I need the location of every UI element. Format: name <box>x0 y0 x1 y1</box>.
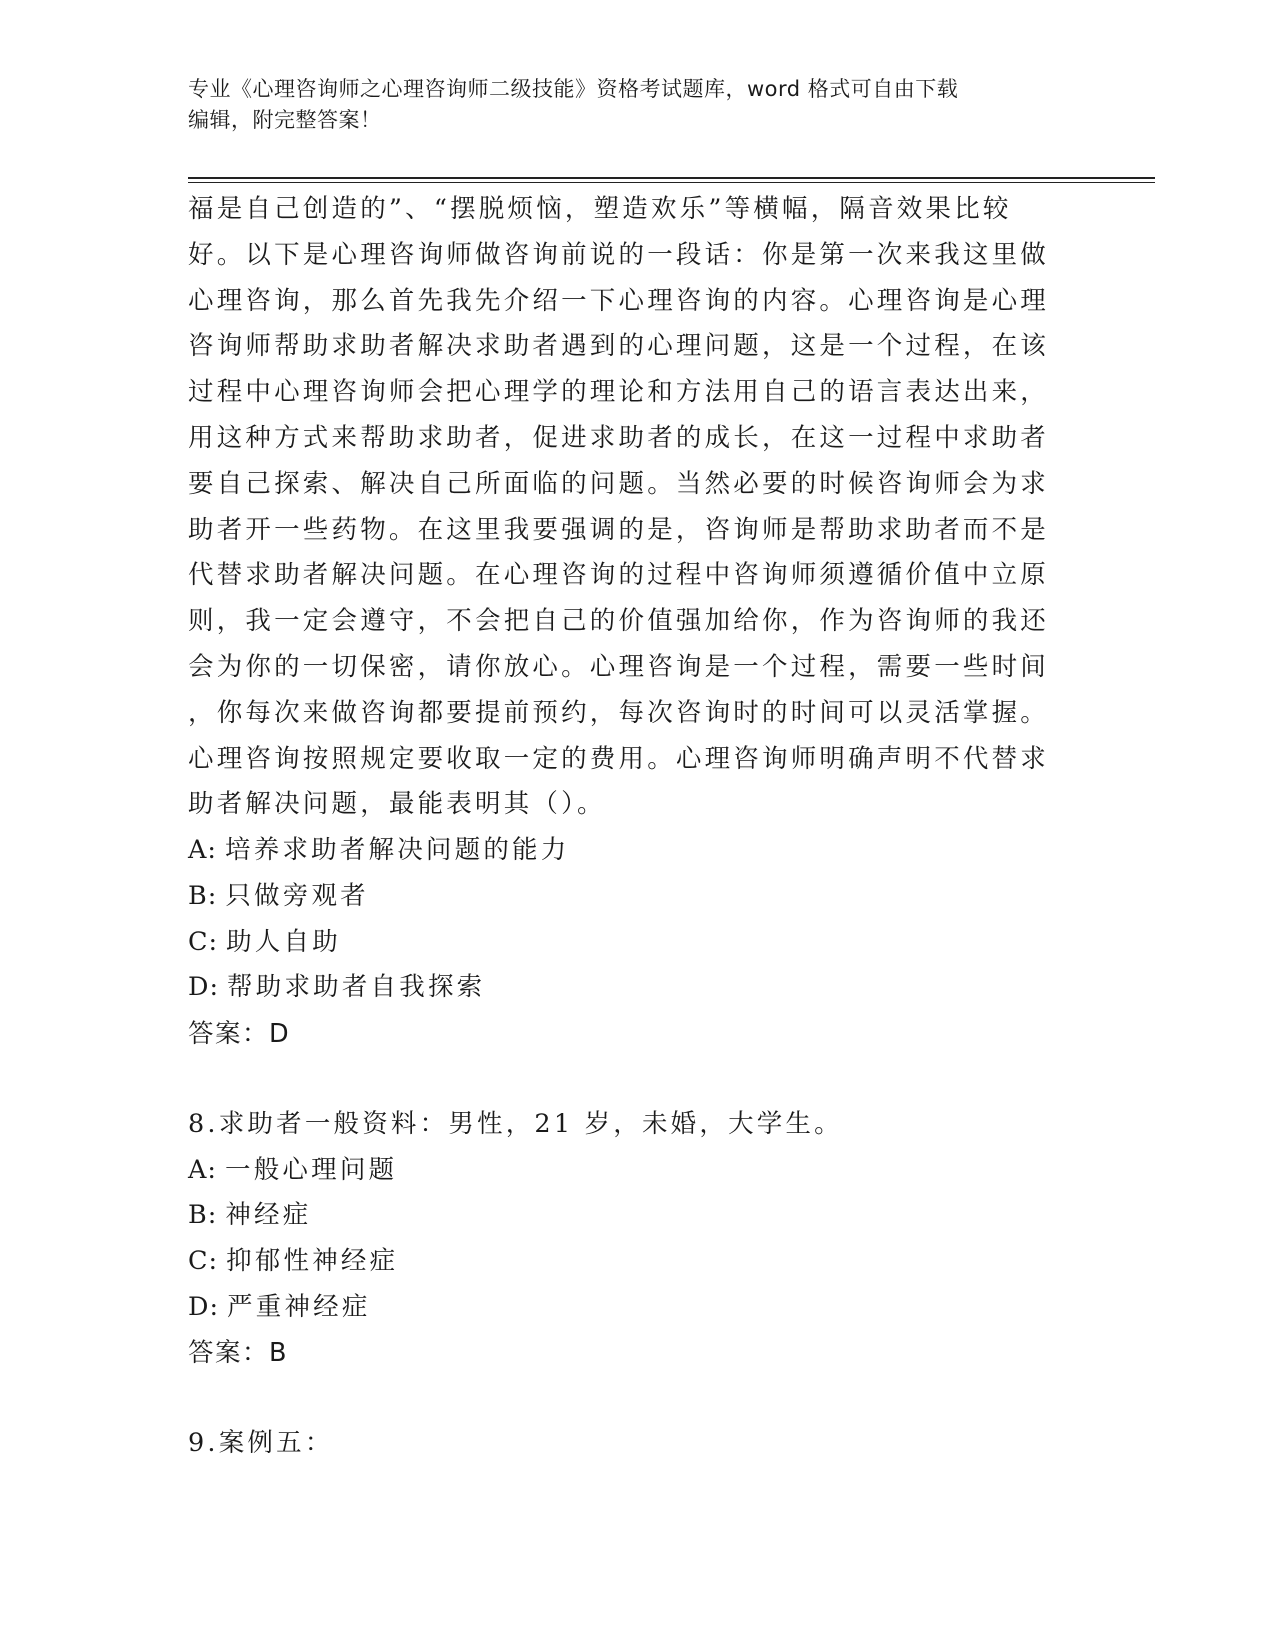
option-d <box>188 965 1068 1011</box>
passage-line: 则，我一定会遵守，不会把自己的价值强加给你，作为咨询师的我还 <box>188 606 1050 637</box>
option-key: D: <box>188 972 220 1003</box>
document-body <box>188 187 1068 1467</box>
option-text: 帮助求助者自我探索 <box>227 972 486 1003</box>
passage-line: 会为你的一切保密，请你放心。心理咨询是一个过程，需要一些时间 <box>188 651 1050 682</box>
option-c <box>188 1239 1068 1285</box>
question-7-options <box>188 828 1068 1011</box>
option-key: A: <box>188 835 218 866</box>
option-key: B: <box>188 1200 218 1231</box>
option-key: C: <box>188 1245 219 1276</box>
passage-line: 助者解决问题，最能表明其（）。 <box>188 789 606 820</box>
question-7-passage <box>188 187 1068 828</box>
passage-line: 心理咨询，那么首先我先介绍一下心理咨询的内容。心理咨询是心理 <box>188 285 1050 316</box>
question-8-options <box>188 1148 1068 1331</box>
header-line-1: 专业《心理咨询师之心理咨询师二级技能》资格考试题库，word 格式可自由下载 <box>188 77 959 101</box>
spacer <box>188 1376 1068 1421</box>
option-text: 抑郁性神经症 <box>226 1245 399 1276</box>
option-key: C: <box>188 926 219 957</box>
passage-line: 要自己探索、解决自己所面临的问题。当然必要的时候咨询师会为求 <box>188 468 1050 499</box>
option-key: B: <box>188 880 218 911</box>
question-9-stem: 9.案例五： <box>188 1428 334 1459</box>
option-key: A: <box>188 1154 218 1185</box>
option-text: 严重神经症 <box>227 1291 371 1322</box>
question-7-answer: 答案：D <box>188 1018 291 1049</box>
option-b <box>188 874 1068 920</box>
header-line-2: 编辑，附完整答案！ <box>188 108 382 132</box>
option-c <box>188 920 1068 966</box>
option-text: 培养求助者解决问题的能力 <box>225 835 570 866</box>
passage-line: 过程中心理咨询师会把心理学的理论和方法用自己的语言表达出来， <box>188 377 1050 408</box>
page-header <box>188 74 1088 136</box>
option-d <box>188 1285 1068 1331</box>
option-a <box>188 1148 1068 1194</box>
passage-line: 代替求助者解决问题。在心理咨询的过程中咨询师须遵循价值中立原 <box>188 560 1050 591</box>
spacer <box>188 1057 1068 1102</box>
question-8-answer: 答案：B <box>188 1338 288 1369</box>
option-text: 只做旁观者 <box>225 880 369 911</box>
option-a <box>188 828 1068 874</box>
option-key: D: <box>188 1291 220 1322</box>
passage-line: ，你每次来做咨询都要提前预约，每次咨询时的时间可以灵活掌握。 <box>188 697 1050 728</box>
option-b <box>188 1193 1068 1239</box>
option-text: 助人自助 <box>226 926 341 957</box>
passage-line: 咨询师帮助求助者解决求助者遇到的心理问题，这是一个过程，在该 <box>188 331 1050 362</box>
option-text: 一般心理问题 <box>225 1154 398 1185</box>
passage-line: 好。以下是心理咨询师做咨询前说的一段话：你是第一次来我这里做 <box>188 239 1050 270</box>
header-divider-thick <box>188 177 1155 179</box>
header-divider-thin <box>188 182 1155 183</box>
passage-line: 用这种方式来帮助求助者，促进求助者的成长，在这一过程中求助者 <box>188 422 1050 453</box>
passage-line: 助者开一些药物。在这里我要强调的是，咨询师是帮助求助者而不是 <box>188 514 1050 545</box>
passage-line: 心理咨询按照规定要收取一定的费用。心理咨询师明确声明不代替求 <box>188 743 1050 774</box>
option-text: 神经症 <box>225 1200 312 1231</box>
question-8-stem: 8.求助者一般资料：男性，21 岁，未婚，大学生。 <box>188 1108 843 1139</box>
passage-line: 福是自己创造的”、“摆脱烦恼，塑造欢乐”等横幅，隔音效果比较 <box>188 194 1012 224</box>
